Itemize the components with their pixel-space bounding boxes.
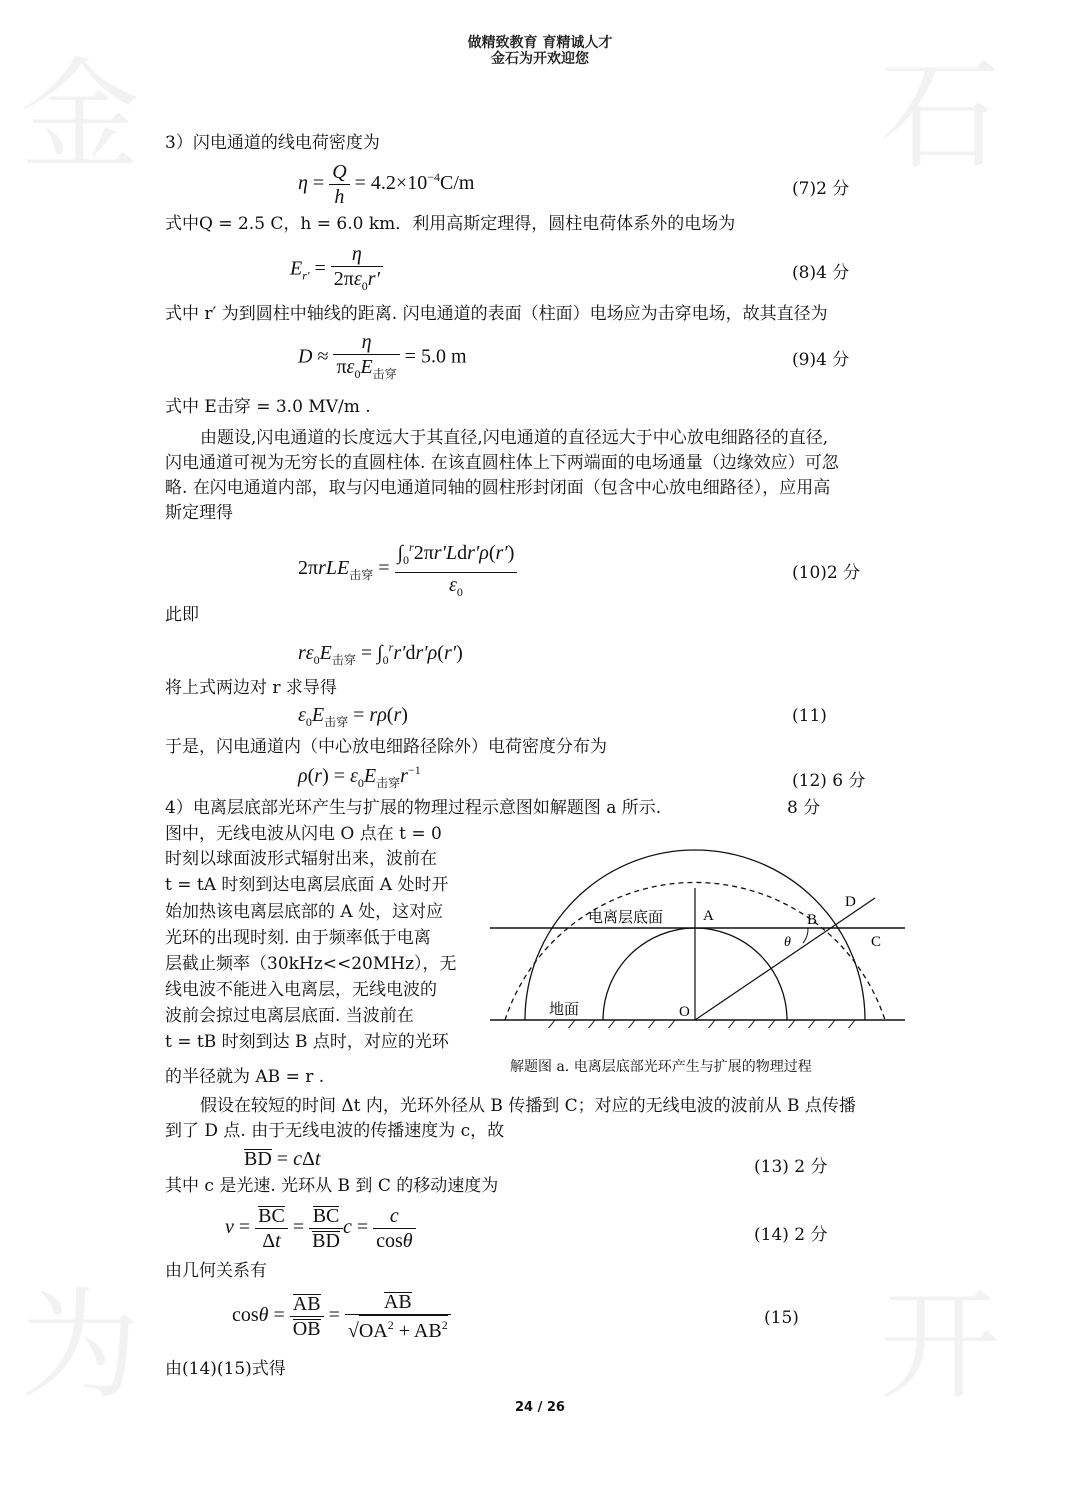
sec4-intro: 4）电离层底部光环产生与扩展的物理过程示意图如解题图 a 所示. [165, 798, 662, 818]
sec4-line-final: 由(14)(15)式得 [165, 1359, 286, 1379]
figure-caption: 解题图 a. 电离层底部光环产生与扩展的物理过程 [510, 1059, 812, 1075]
sec4-line-2: 时刻以球面波形式辐射出来，波前在 [165, 849, 437, 869]
eq7-number: (7)2 分 [792, 179, 850, 199]
sec4-line-1: 图中，无线电波从闪电 O 点在 t = 0 [165, 824, 442, 844]
eq8-number: (8)4 分 [792, 263, 850, 283]
eq10-number: (10)2 分 [792, 563, 861, 583]
point-C-label: C [871, 934, 882, 950]
watermark: 石 [880, 47, 1000, 186]
sec4-line-8: 波前会掠过电离层底面. 当波前在 [165, 1006, 414, 1026]
sec4-line-6: 层截止频率（30kHz<<20MHz），无 [165, 954, 457, 974]
watermark: 为 [20, 1277, 140, 1416]
watermark: 开 [880, 1277, 1000, 1416]
sec4-line-5: 光环的出现时刻. 由于频率低于电离 [165, 928, 431, 948]
sec4-line-9: t = tB 时刻到达 B 点时，对应的光环 [165, 1032, 449, 1052]
eq12-number: (12) 6 分 [792, 771, 866, 791]
sec4-line-4: 始加热该电离层底部的 A 处，这对应 [165, 902, 444, 922]
sec3-para-4: 斯定理得 [165, 503, 233, 523]
point-B-label: B [807, 912, 818, 928]
eq15: cosθ = $\frac{AB}{OB}$ = $\frac{AB}{√OA^2 + AB^2}$ [232, 1290, 451, 1343]
eq12: $\rho(r) = \varepsilon_0E_{击穿}r^{-1}$ [298, 763, 421, 790]
sec3-para-1: 由题设,闪电通道的长度远大于其直径,闪电通道的直径远大于中心放电细路径的直径, [200, 428, 829, 448]
eq13-number: (13) 2 分 [754, 1157, 828, 1177]
watermark: 金 [20, 47, 140, 186]
eq13: BD = cΔt [244, 1148, 321, 1170]
ionosphere-label: 电离层底面 [588, 908, 664, 926]
sec3-intro: 3）闪电通道的线电荷密度为 [165, 133, 380, 153]
sec3-para-3: 略. 在闪电通道内部，取与闪电通道同轴的圆柱形封闭面（包含中心放电细路径），应用高 [165, 478, 831, 498]
eq9: D ≈ $\frac{\eta}{\pi\varepsilon_0E_{击穿}}$ = 5.0 m [298, 331, 467, 381]
sec4-line-10: 的半径就为 AB = r . [165, 1067, 325, 1087]
header-line2: 金石为开欢迎您 [491, 51, 589, 67]
ground-hatching [547, 1020, 855, 1028]
sec3-line-r: 式中 r′ 为到圆柱中轴线的距离. 闪电通道的表面（柱面）电场应为击穿电场，故其直径为 [165, 304, 828, 324]
sec4-para-a1: 假设在较短的时间 Δt 内，光环外径从 B 传播到 C；对应的无线电波的波前从 B 点传播 [200, 1096, 856, 1116]
sec3-line-deriv: 将上式两边对 r 求导得 [165, 678, 337, 698]
sec4-line-7: 线电波不能进入电离层，无线电波的 [165, 980, 437, 1000]
eq11: $\varepsilon_0E_{击穿} = r\rho(r)$ [298, 704, 408, 729]
eq-mid: $r\varepsilon_0E_{击穿} = \int_0^rr'dr'\rho(r')$ [298, 640, 463, 667]
point-A-label: A [703, 908, 714, 924]
sec4-line-3: t = tA 时刻到达电离层底面 A 处时开 [165, 875, 449, 895]
eq11-number: (11) [792, 706, 827, 726]
figure-ionosphere-diagram [485, 838, 915, 1028]
sec4-line-c: 其中 c 是光速. 光环从 B 到 C 的移动速度为 [165, 1176, 499, 1196]
sec3-line-q: 式中Q = 2.5 C，h = 6.0 km．利用高斯定理得，圆柱电荷体系外的电场为 [165, 214, 736, 234]
sec3-line-dist: 于是，闪电通道内（中心放电细路径除外）电荷密度分布为 [165, 737, 607, 757]
theta-label: θ [784, 935, 791, 950]
ground-label: 地面 [549, 1000, 580, 1018]
eq15-number: (15) [764, 1308, 799, 1328]
eq7: η = $\frac{Q}{h}$ = $4.2\times 10^{-4}C/m$ [298, 161, 475, 208]
sec3-line-e: 式中 E击穿 = 3.0 MV/m . [165, 397, 371, 417]
point-D-label: D [845, 894, 856, 910]
sec4-para-a2: 到了 D 点. 由于无线电波的传播速度为 c，故 [165, 1121, 505, 1141]
sec3-ci-ji: 此即 [165, 605, 199, 625]
eq9-number: (9)4 分 [792, 350, 850, 370]
sec4-intro-score: 8 分 [787, 798, 821, 818]
theta-arc [803, 928, 808, 943]
sec3-para-2: 闪电通道可视为无穷长的直圆柱体. 在该直圆柱体上下两端面的电场通量（边缘效应）可忽 [165, 453, 839, 473]
eq14-number: (14) 2 分 [754, 1225, 828, 1245]
eq14: v = $\frac{BC}{\Delta t}$ = $\frac{BC}{BD}$ c = $\frac{c}{\cos\theta}$ [225, 1204, 416, 1253]
page-number: 24 / 26 [515, 1400, 565, 1415]
header-line1: 做精致教育 育精诚人才 [467, 35, 613, 51]
eq8: $E_{r'}$ = $\frac{\eta}{2\pi\varepsilon_0r'}$ [290, 242, 383, 298]
sec4-line-geo: 由几何关系有 [165, 1261, 267, 1281]
eq10: 2πrLE$_{击穿}$ = $\frac{\int_0^r2\pi r'Ldr'\rho(r')}{\varepsilon_0}$ [298, 535, 517, 604]
point-O-label: O [679, 1004, 690, 1020]
